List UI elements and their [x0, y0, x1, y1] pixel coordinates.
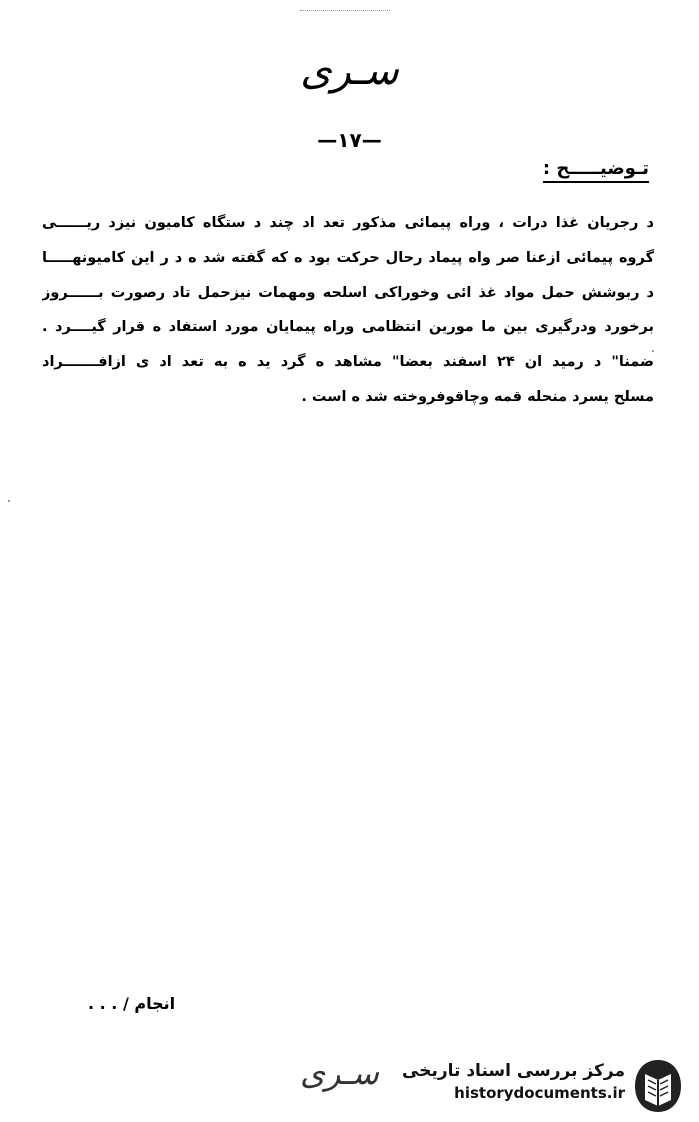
body-line: مسلح یسرد منحله قمه وچاقوفروخته شد ه است . — [301, 388, 654, 405]
body-line: د رجریان غذا درات ، وراه پیمائی مذکور تعد اد چند د ستگاه کامیون نیزد ریــــــی — [42, 215, 654, 231]
heading-label: تـوضیـــــح : — [542, 158, 649, 179]
body-line: برخورد ودرگیری بین ما مورین انتظامی وراه پیمایان مورد استفاد ه قرار گیــــرد . — [42, 319, 654, 336]
scan-speck — [652, 350, 654, 352]
book-logo-icon — [631, 1056, 685, 1116]
footer — [0, 1048, 699, 1122]
watermark-name: مرکز بررسی اسناد تاریخی — [402, 1061, 625, 1081]
body-line: د ربوشش حمل مواد غذ ائی وخوراکی اسلحه ومهمات نیزحمل تاد رصورت بــــــروز — [42, 284, 654, 301]
page-number: —۱۷— — [317, 128, 382, 152]
heading-underline — [543, 181, 649, 183]
body-line: ضمنا" د رمید ان ۲۴ اسفند بعضا" مشاهد ه گرد ید ه به تعد اد ی ازافـــــــراد — [42, 354, 654, 371]
top-edge-marks — [300, 10, 390, 15]
continuation-mark: انجام / . . . — [88, 994, 176, 1013]
classification-top: سـری — [300, 48, 399, 94]
heading — [543, 158, 649, 183]
watermark-url: historydocuments.ir — [454, 1084, 625, 1102]
body-line: گروه پیمائی ازعنا صر واه پیماد رحال حرکت بود ه که گفته شد ه د ر این کامیونهـــــا — [42, 249, 654, 266]
body-text — [42, 206, 654, 415]
watermark — [402, 1060, 625, 1104]
classification-bottom: سـری — [300, 1054, 379, 1092]
scan-speck — [8, 500, 10, 502]
